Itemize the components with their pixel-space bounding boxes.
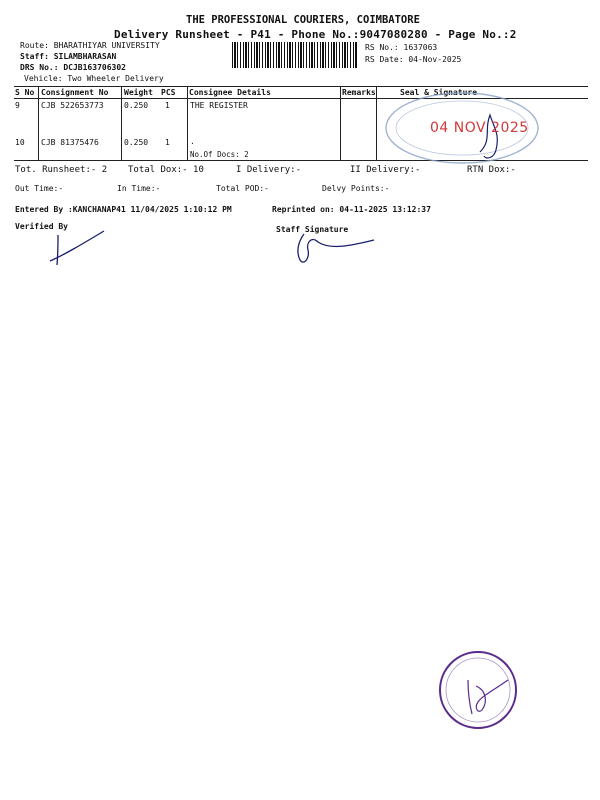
verified-by-signature [40, 225, 110, 270]
row-1-pcs: 1 [165, 101, 170, 110]
out-time: Out Time:- [15, 184, 64, 193]
verified-by-label: Verified By [15, 222, 68, 231]
barcode [232, 42, 358, 68]
drs-number: DRS No.: DCJB163706302 [20, 63, 126, 72]
document-subtitle: Delivery Runsheet - P41 - Phone No.:9047080280 - Page No.:2 [114, 28, 517, 41]
ii-delivery: II Delivery:- [350, 165, 421, 175]
header-remarks: Remarks [342, 88, 376, 97]
row-2-doc-count: No.Of Docs: 2 [190, 150, 249, 159]
in-time: In Time:- [117, 184, 161, 193]
route-text: Route: BHARATHIYAR UNIVERSITY [20, 41, 160, 50]
header-consignee: Consignee Details [189, 88, 271, 97]
entered-by: Entered By :KANCHANAP41 11/04/2025 1:10:12 PM [15, 205, 232, 214]
row-2-sno: 10 [15, 138, 25, 147]
row-2-pcs: 1 [165, 138, 170, 147]
reprinted-on: Reprinted on: 04-11-2025 13:12:37 [272, 205, 431, 214]
total-pod: Total POD:- [216, 184, 269, 193]
delvy-points: Delvy Points:- [322, 184, 390, 193]
header-consignment: Consignment No [41, 88, 109, 97]
vehicle-text: Vehicle: Two Wheeler Delivery [24, 74, 164, 83]
rs-number: RS No.: 1637063 [365, 43, 438, 52]
header-seal-signature: Seal & Signature [400, 88, 478, 97]
row-1-weight: 0.250 [124, 101, 149, 110]
staff-text: Staff: SILAMBHARASAN [20, 52, 117, 61]
violet-circular-stamp [438, 650, 520, 732]
i-delivery: I Delivery:- [236, 165, 302, 175]
row-1-sno: 9 [15, 101, 20, 110]
rtn-dox: RTN Dox:- [467, 165, 516, 175]
row-2-consignee: . [190, 137, 195, 146]
header-pcs: PCS [161, 88, 176, 97]
tot-runsheet: Tot. Runsheet:- 2 [15, 165, 108, 175]
staff-signature-label: Staff Signature [276, 225, 349, 234]
total-dox: Total Dox:- 10 [128, 165, 204, 175]
row-1-consignment: CJB 522653773 [41, 101, 104, 110]
row-2-consignment: CJB 81375476 [41, 138, 99, 147]
stamp-date: 04 NOV 2025 [430, 120, 529, 136]
header-sno: S No [15, 88, 35, 97]
row-1-consignee: THE REGISTER [190, 101, 248, 110]
staff-signature [290, 232, 380, 267]
row-2-weight: 0.250 [124, 138, 149, 147]
header-weight: Weight [124, 88, 153, 97]
document-title: THE PROFESSIONAL COURIERS, COIMBATORE [186, 14, 420, 26]
rs-date: RS Date: 04-Nov-2025 [365, 55, 462, 64]
